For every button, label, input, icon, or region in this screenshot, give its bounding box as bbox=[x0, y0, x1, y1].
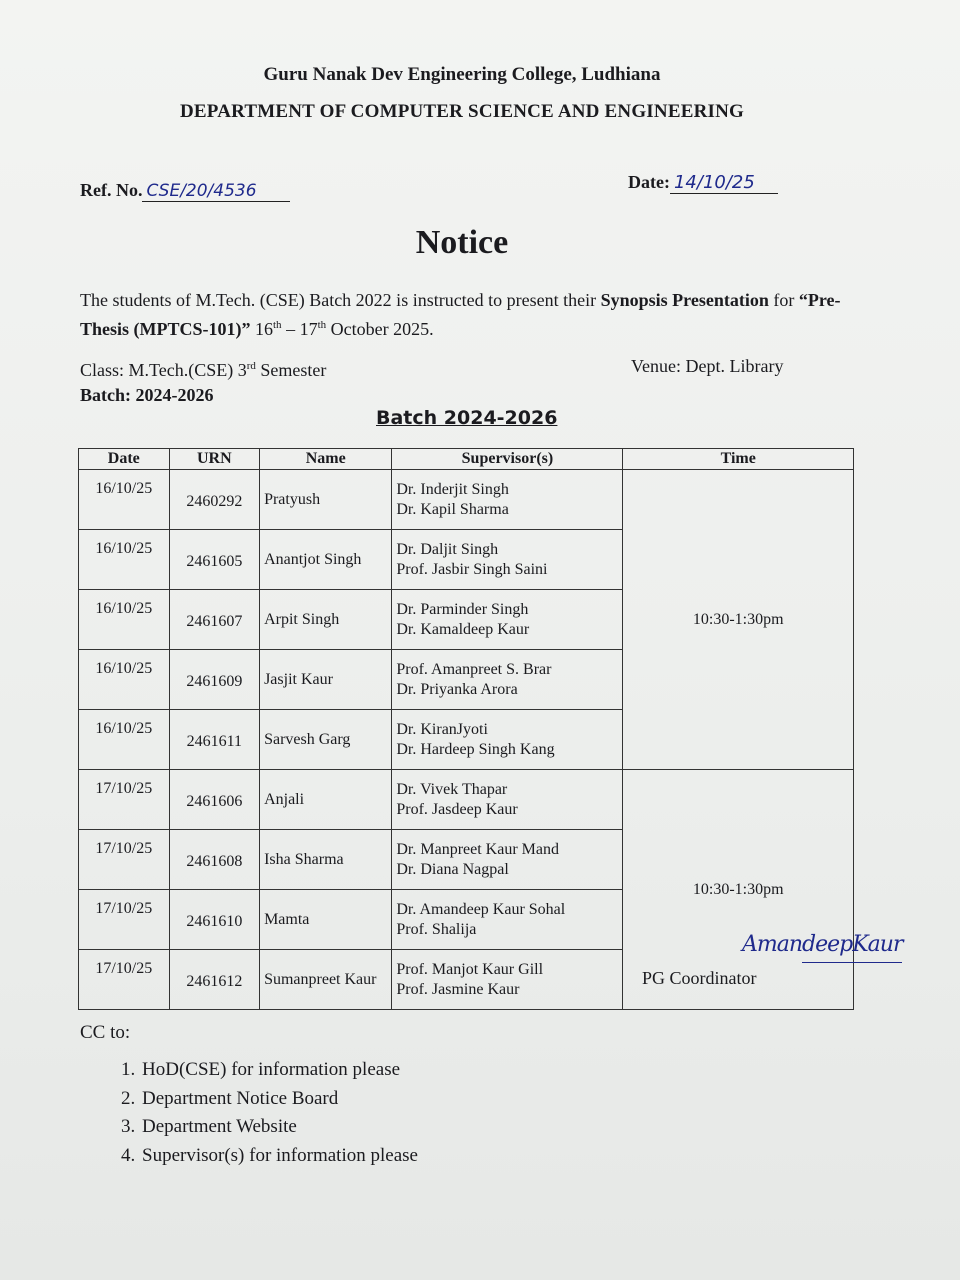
body-end: October 2025. bbox=[326, 319, 434, 339]
cc-item: 3. Department Website bbox=[140, 1113, 418, 1142]
body-text-2: for bbox=[768, 290, 799, 310]
cell-time: 10:30-1:30pm bbox=[623, 470, 854, 770]
ref-value: CSE/20/4536 bbox=[142, 181, 290, 202]
cell-supervisors bbox=[392, 650, 623, 710]
header-name: Name bbox=[260, 449, 392, 470]
notice-body bbox=[80, 286, 870, 344]
cell-date: 16/10/25 bbox=[79, 710, 170, 770]
supervisor-name: Dr. Inderjit Singh bbox=[396, 480, 509, 498]
supervisor-name: Dr. Daljit Singh bbox=[396, 540, 499, 558]
body-day1: 16 bbox=[250, 319, 273, 339]
supervisor-name: Prof. Manjot Kaur Gill bbox=[396, 960, 544, 978]
supervisor-name: Dr. Kamaldeep Kaur bbox=[396, 620, 530, 638]
cell-supervisors bbox=[392, 710, 623, 770]
batch-info: Batch: 2024-2026 bbox=[80, 385, 214, 405]
supervisor-name: Dr. Diana Nagpal bbox=[396, 860, 509, 878]
cell-urn: 2461611 bbox=[169, 710, 260, 770]
cell-name: Mamta bbox=[260, 890, 392, 950]
cc-list bbox=[110, 1056, 418, 1170]
body-bold-2: “Pre-Thesis (MPTCS-101)” bbox=[80, 290, 841, 339]
supervisor-name: Prof. Jasdeep Kaur bbox=[396, 800, 518, 818]
cc-item: 1. HoD(CSE) for information please bbox=[140, 1056, 418, 1085]
signatory-role: PG Coordinator bbox=[642, 968, 757, 988]
supervisor-name: Dr. Priyanka Arora bbox=[396, 680, 518, 698]
body-day2: – 17 bbox=[281, 319, 318, 339]
cc-item: 2. Department Notice Board bbox=[140, 1085, 418, 1114]
cell-name: Anantjot Singh bbox=[260, 530, 392, 590]
cell-date: 16/10/25 bbox=[79, 590, 170, 650]
cell-urn: 2461612 bbox=[169, 950, 260, 1010]
supervisor-name: Prof. Jasbir Singh Saini bbox=[396, 560, 548, 578]
date-value: 14/10/25 bbox=[670, 172, 778, 194]
cc-item: 4. Supervisor(s) for information please bbox=[140, 1142, 418, 1171]
class-suffix: Semester bbox=[255, 360, 327, 380]
cell-urn: 2461607 bbox=[169, 590, 260, 650]
page-title: Notice bbox=[415, 224, 509, 261]
cell-date: 16/10/25 bbox=[79, 530, 170, 590]
reference-number bbox=[80, 180, 290, 202]
cell-date: 17/10/25 bbox=[79, 830, 170, 890]
cell-date: 16/10/25 bbox=[79, 650, 170, 710]
body-text-1: The students of M.Tech. (CSE) Batch 2022 is instructed to present their bbox=[80, 290, 601, 310]
notice-date bbox=[628, 172, 778, 194]
cell-supervisors bbox=[392, 830, 623, 890]
cell-time: 10:30-1:30pm bbox=[623, 770, 854, 1010]
cell-supervisors bbox=[392, 950, 623, 1010]
body-bold-1: Synopsis Presentation bbox=[600, 290, 769, 310]
cell-supervisors bbox=[392, 770, 623, 830]
table-title: Batch 2024-2026 bbox=[376, 407, 558, 429]
cell-date: 16/10/25 bbox=[79, 470, 170, 530]
department-name: DEPARTMENT OF COMPUTER SCIENCE AND ENGINEERING bbox=[180, 101, 744, 122]
cell-urn: 2461610 bbox=[169, 890, 260, 950]
supervisor-name: Dr. KiranJyoti bbox=[396, 720, 488, 738]
cell-name: Jasjit Kaur bbox=[260, 650, 392, 710]
cell-urn: 2461606 bbox=[169, 770, 260, 830]
cc-label: CC to: bbox=[80, 1022, 131, 1043]
cell-name: Pratyush bbox=[260, 470, 392, 530]
header-supervisor: Supervisor(s) bbox=[392, 449, 623, 470]
cell-date: 17/10/25 bbox=[79, 890, 170, 950]
cell-supervisors bbox=[392, 470, 623, 530]
body-sup1: th bbox=[273, 319, 282, 331]
header-date: Date bbox=[79, 449, 170, 470]
supervisor-name: Dr. Manpreet Kaur Mand bbox=[396, 840, 559, 858]
cell-name: Sarvesh Garg bbox=[260, 710, 392, 770]
supervisor-name: Prof. Jasmine Kaur bbox=[396, 980, 520, 998]
supervisor-name: Dr. Kapil Sharma bbox=[396, 500, 509, 518]
class-text: Class: M.Tech.(CSE) 3 bbox=[80, 360, 247, 380]
cell-name: Sumanpreet Kaur bbox=[260, 950, 392, 1010]
cell-name: Anjali bbox=[260, 770, 392, 830]
table-row bbox=[79, 770, 854, 830]
cell-urn: 2461605 bbox=[169, 530, 260, 590]
supervisor-name: Dr. Amandeep Kaur Sohal bbox=[396, 900, 566, 918]
cell-name: Arpit Singh bbox=[260, 590, 392, 650]
supervisor-name: Prof. Shalija bbox=[396, 920, 477, 938]
supervisor-name: Prof. Amanpreet S. Brar bbox=[396, 660, 552, 678]
body-sup2: th bbox=[317, 319, 327, 331]
table-header-row bbox=[79, 449, 854, 470]
signature-underline bbox=[802, 962, 902, 963]
date-label: Date: bbox=[628, 172, 670, 192]
cell-urn: 2460292 bbox=[169, 470, 260, 530]
header-urn: URN bbox=[169, 449, 260, 470]
signature: AmandeepKaur bbox=[742, 932, 903, 957]
class-info bbox=[80, 360, 326, 381]
cell-date: 17/10/25 bbox=[79, 950, 170, 1010]
cell-urn: 2461608 bbox=[169, 830, 260, 890]
cell-supervisors bbox=[392, 590, 623, 650]
class-sup: rd bbox=[246, 360, 256, 372]
header-time: Time bbox=[623, 449, 854, 470]
cell-supervisors bbox=[392, 530, 623, 590]
supervisor-name: Dr. Vivek Thapar bbox=[396, 780, 508, 798]
table-row bbox=[79, 470, 854, 530]
schedule-table bbox=[78, 448, 854, 1010]
cell-supervisors bbox=[392, 890, 623, 950]
supervisor-name: Dr. Hardeep Singh Kang bbox=[396, 740, 555, 758]
venue-info: Venue: Dept. Library bbox=[631, 356, 784, 376]
cell-urn: 2461609 bbox=[169, 650, 260, 710]
cell-date: 17/10/25 bbox=[79, 770, 170, 830]
cell-name: Isha Sharma bbox=[260, 830, 392, 890]
supervisor-name: Dr. Parminder Singh bbox=[396, 600, 529, 618]
ref-label: Ref. No. bbox=[80, 180, 143, 200]
college-name: Guru Nanak Dev Engineering College, Ludhiana bbox=[263, 64, 661, 85]
schedule-table-body bbox=[79, 470, 854, 1010]
